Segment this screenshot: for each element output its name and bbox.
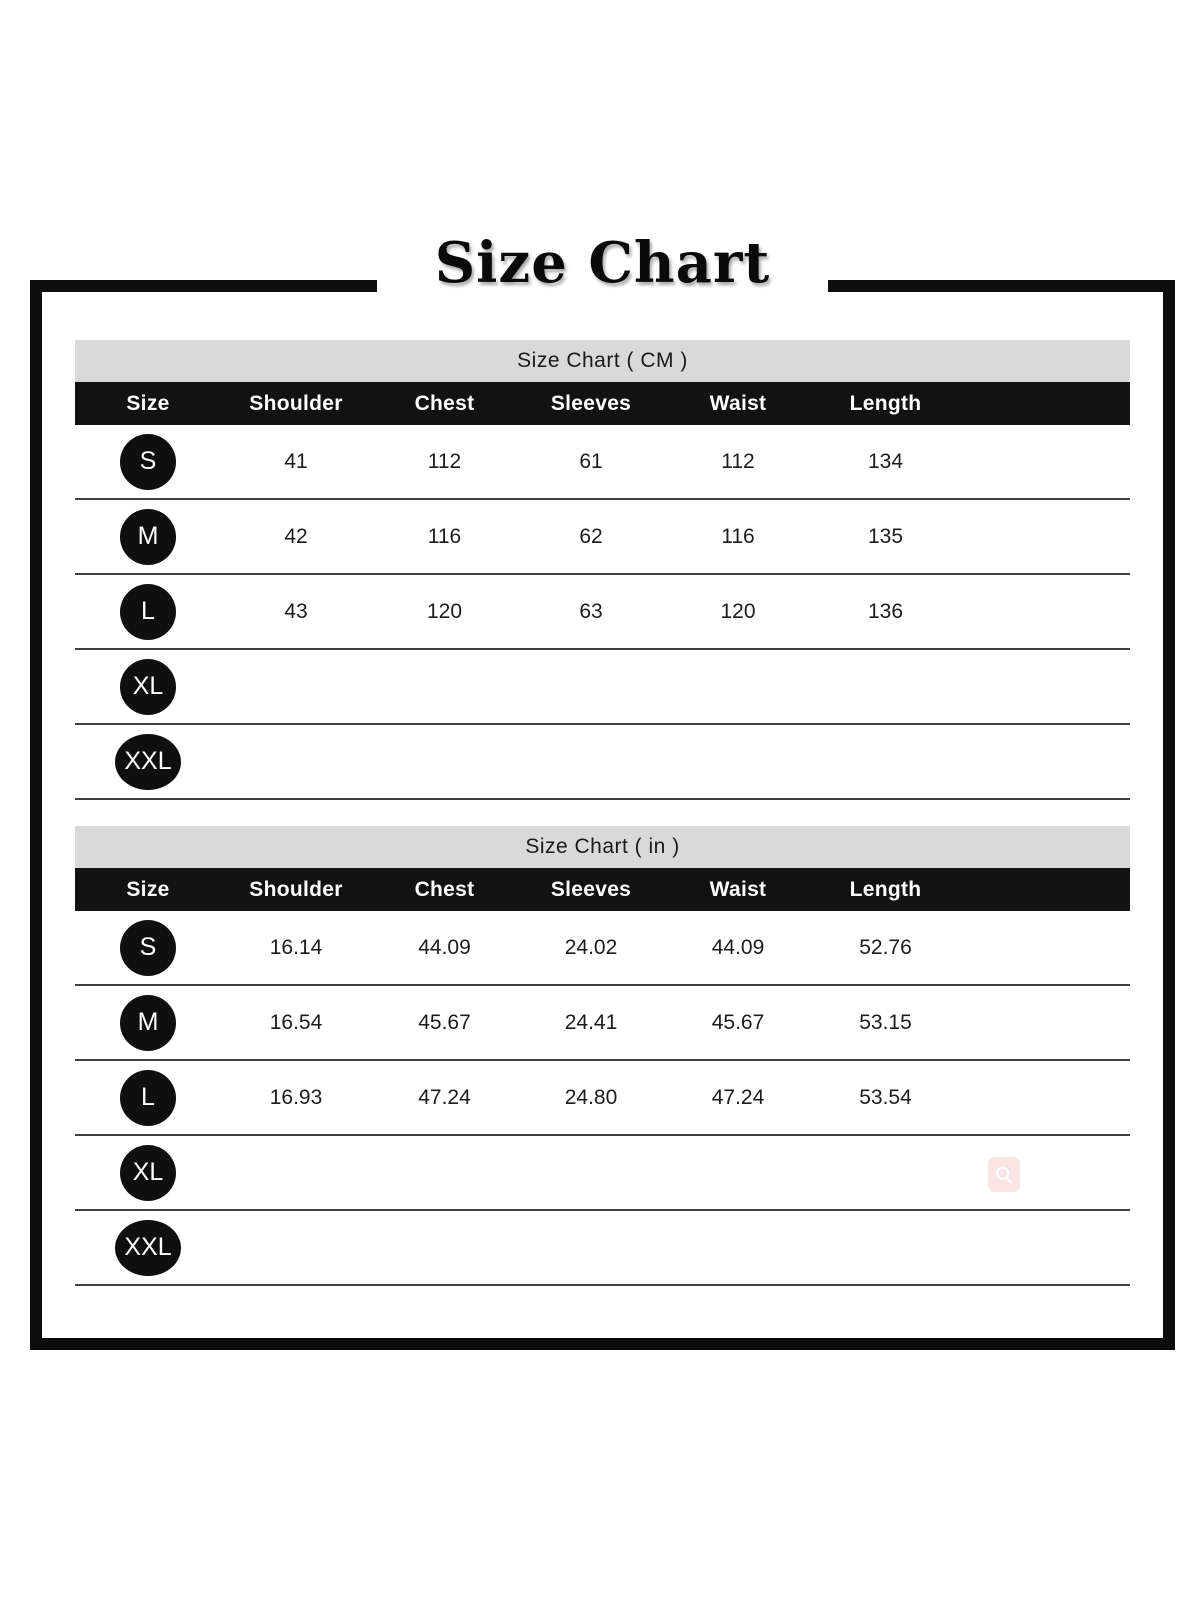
cell-shoulder: 16.93 — [269, 1085, 323, 1109]
cell-sleeves: 24.80 — [564, 1085, 618, 1109]
column-header-shoulder: Shoulder — [249, 391, 343, 415]
table-row-in-xl — [75, 1136, 1130, 1211]
cell-shoulder: 43 — [284, 599, 308, 623]
column-header-length: Length — [849, 877, 922, 901]
zoom-watermark[interactable] — [988, 1157, 1020, 1192]
cell-waist: 120 — [720, 599, 756, 623]
size-badge-m: M — [120, 995, 176, 1051]
table-row-in-m — [75, 986, 1130, 1061]
size-badge-l: L — [120, 1070, 176, 1126]
column-header-length: Length — [849, 391, 922, 415]
cell-chest: 116 — [427, 524, 462, 548]
page-title-wrap — [377, 222, 828, 304]
cell-shoulder: 42 — [284, 524, 308, 548]
column-header-size: Size — [126, 391, 170, 415]
size-badge-xxl: XXL — [115, 734, 181, 790]
column-header-sleeves: Sleeves — [550, 391, 632, 415]
cell-sleeves: 24.02 — [564, 935, 618, 959]
column-header-sleeves: Sleeves — [550, 877, 632, 901]
magnifier-icon — [993, 1164, 1015, 1186]
cell-length: 52.76 — [859, 935, 912, 959]
table-row-cm-xl — [75, 650, 1130, 725]
table-row-in-s — [75, 911, 1130, 986]
header-row-in — [75, 868, 1130, 911]
column-header-size: Size — [126, 877, 170, 901]
table-row-cm-s — [75, 425, 1130, 500]
size-badge-s: S — [120, 920, 176, 976]
column-header-chest: Chest — [414, 877, 475, 901]
cell-chest: 112 — [427, 449, 462, 473]
table-caption-in: Size Chart ( in ) — [75, 826, 1130, 868]
cell-shoulder: 16.14 — [269, 935, 323, 959]
table-row-cm-l — [75, 575, 1130, 650]
cell-waist: 112 — [721, 449, 755, 473]
cell-shoulder: 16.54 — [269, 1010, 323, 1034]
cell-length: 53.15 — [859, 1010, 912, 1034]
column-header-shoulder: Shoulder — [249, 877, 343, 901]
header-row-cm — [75, 382, 1130, 425]
size-badge-s: S — [120, 434, 176, 490]
cell-length: 136 — [867, 599, 904, 623]
size-badge-xl: XL — [120, 1145, 176, 1201]
column-header-waist: Waist — [709, 391, 767, 415]
table-caption-cm: Size Chart ( CM ) — [75, 340, 1130, 382]
cell-sleeves: 24.41 — [564, 1010, 618, 1034]
cell-length: 134 — [867, 449, 904, 473]
cell-chest: 45.67 — [418, 1010, 471, 1034]
size-badge-l: L — [120, 584, 176, 640]
cell-chest: 44.09 — [418, 935, 471, 959]
cell-length: 53.54 — [859, 1085, 912, 1109]
cell-waist: 44.09 — [711, 935, 765, 959]
size-badge-xl: XL — [120, 659, 176, 715]
cell-sleeves: 63 — [579, 599, 603, 623]
cell-sleeves: 61 — [579, 449, 603, 473]
page-title: Size Chart — [434, 230, 771, 296]
size-badge-xxl: XXL — [115, 1220, 181, 1276]
cell-waist: 116 — [721, 524, 755, 548]
cell-waist: 47.24 — [711, 1085, 765, 1109]
size-table-in — [75, 826, 1130, 1286]
cell-shoulder: 41 — [284, 449, 308, 473]
cell-length: 135 — [867, 524, 904, 548]
cell-chest: 120 — [426, 599, 463, 623]
cell-chest: 47.24 — [418, 1085, 471, 1109]
size-badge-m: M — [120, 509, 176, 565]
size-table-cm — [75, 340, 1130, 800]
cell-sleeves: 62 — [579, 524, 603, 548]
column-header-waist: Waist — [709, 877, 767, 901]
table-row-cm-xxl — [75, 725, 1130, 800]
column-header-chest: Chest — [414, 391, 475, 415]
table-row-in-xxl — [75, 1211, 1130, 1286]
cell-waist: 45.67 — [711, 1010, 765, 1034]
table-row-in-l — [75, 1061, 1130, 1136]
table-row-cm-m — [75, 500, 1130, 575]
